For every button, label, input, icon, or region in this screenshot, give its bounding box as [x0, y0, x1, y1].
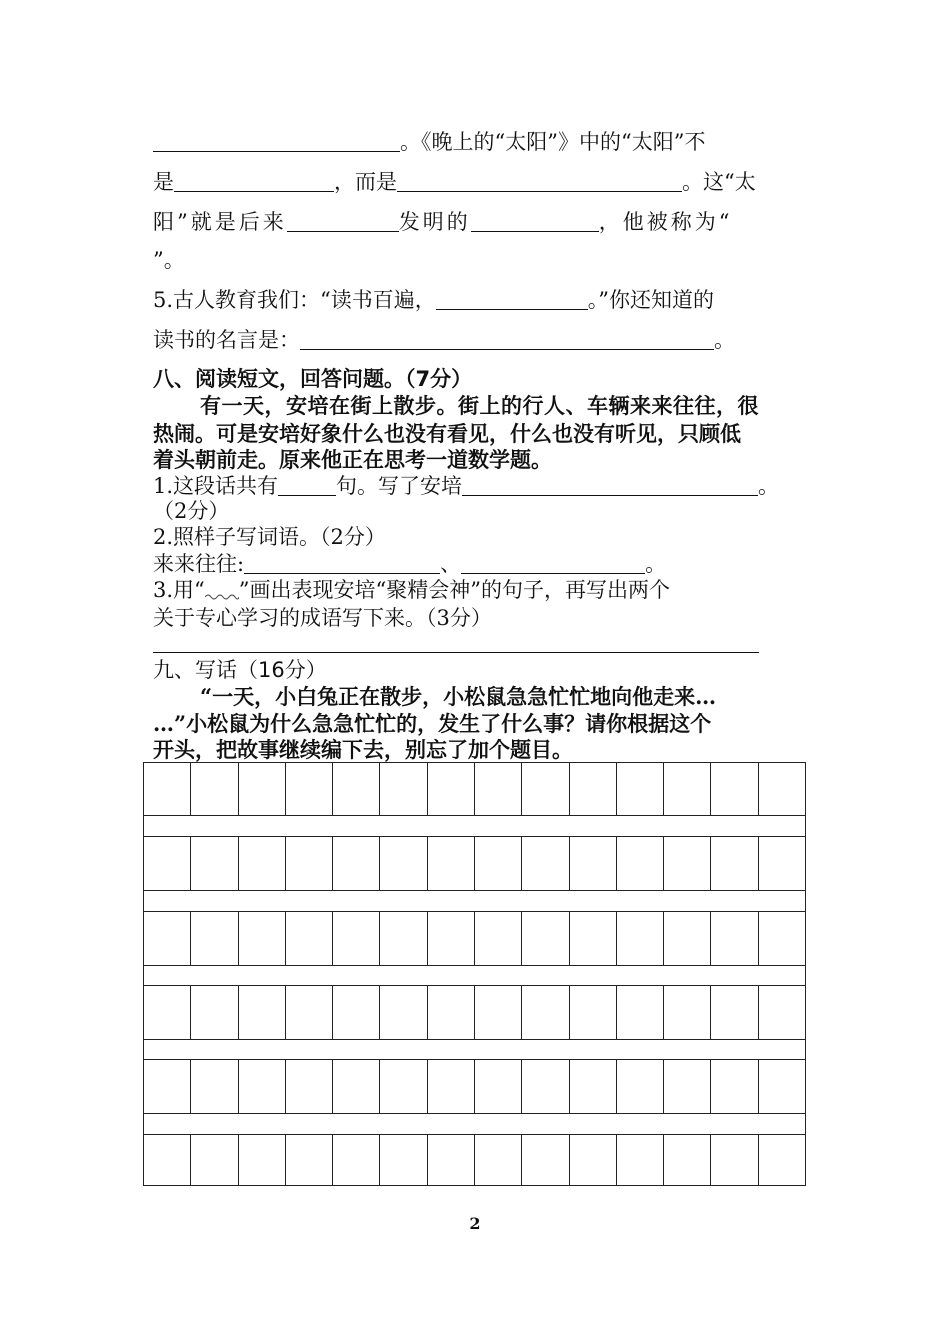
- question-8-1-score: （2分）: [153, 499, 230, 523]
- prompt-line-3: 开头，把故事继续编下去，别忘了加个题目。: [153, 737, 573, 762]
- grid-cell[interactable]: [759, 763, 805, 815]
- grid-cell[interactable]: [144, 1135, 191, 1185]
- passage-line-1: 有一天，安培在街上散步。街上的行人、车辆来来往往，很: [200, 393, 759, 418]
- grid-cell[interactable]: [711, 1135, 758, 1185]
- grid-cell[interactable]: [570, 1135, 617, 1185]
- grid-cell[interactable]: [522, 1135, 569, 1185]
- grid-cell[interactable]: [239, 912, 286, 965]
- grid-cell[interactable]: [570, 1060, 617, 1113]
- answer-blank[interactable]: [471, 211, 599, 232]
- grid-cell[interactable]: [191, 1060, 238, 1113]
- fill-line-2: 是 ，而是 。这“太: [153, 170, 756, 194]
- fill-line-1: 。《晚上的“太阳”》中的“太阳”不: [153, 128, 705, 156]
- grid-cell[interactable]: [286, 1135, 333, 1185]
- grid-cell[interactable]: [522, 986, 569, 1039]
- grid-cell[interactable]: [711, 1060, 758, 1113]
- grid-cell[interactable]: [333, 1135, 380, 1185]
- passage-line-2: 热闹。可是安培好象什么也没有看见，什么也没有听见，只顾低: [153, 421, 741, 446]
- grid-cell[interactable]: [239, 986, 286, 1039]
- grid-cell[interactable]: [664, 837, 711, 890]
- writing-grid[interactable]: [143, 762, 806, 1186]
- section-8-title: 八、阅读短文，回答问题。（7分）: [153, 367, 473, 391]
- grid-row[interactable]: [143, 911, 806, 966]
- page-number: 2: [469, 1214, 481, 1233]
- grid-cell[interactable]: [191, 986, 238, 1039]
- grid-cell[interactable]: [759, 1060, 805, 1113]
- grid-gap: [143, 816, 806, 836]
- grid-cell[interactable]: [428, 1135, 475, 1185]
- grid-cell[interactable]: [475, 912, 522, 965]
- grid-cell[interactable]: [428, 912, 475, 965]
- answer-blank[interactable]: [461, 553, 645, 574]
- grid-cell[interactable]: [428, 1060, 475, 1113]
- grid-cell[interactable]: [711, 912, 758, 965]
- answer-blank[interactable]: [287, 211, 399, 232]
- grid-cell[interactable]: [617, 1135, 664, 1185]
- answer-blank[interactable]: [300, 329, 714, 350]
- grid-cell[interactable]: [333, 837, 380, 890]
- grid-row[interactable]: [143, 985, 806, 1040]
- answer-blank[interactable]: [174, 171, 334, 192]
- grid-cell[interactable]: [239, 1135, 286, 1185]
- grid-cell[interactable]: [617, 837, 664, 890]
- grid-cell[interactable]: [664, 1135, 711, 1185]
- grid-cell[interactable]: [522, 763, 569, 815]
- grid-cell[interactable]: [144, 912, 191, 965]
- grid-cell[interactable]: [664, 912, 711, 965]
- question-8-1: 1.这段话共有 句。写了安培 。: [153, 474, 780, 498]
- grid-row[interactable]: [143, 1134, 806, 1186]
- grid-cell[interactable]: [664, 1060, 711, 1113]
- grid-cell[interactable]: [711, 986, 758, 1039]
- grid-cell[interactable]: [286, 763, 333, 815]
- grid-cell[interactable]: [759, 1135, 805, 1185]
- grid-cell[interactable]: [380, 986, 427, 1039]
- grid-cell[interactable]: [522, 1060, 569, 1113]
- grid-cell[interactable]: [570, 837, 617, 890]
- grid-cell[interactable]: [570, 763, 617, 815]
- grid-cell[interactable]: [711, 837, 758, 890]
- section-9-title: 九、写话（16分）: [153, 658, 327, 682]
- grid-row[interactable]: [143, 1059, 806, 1114]
- grid-cell[interactable]: [191, 763, 238, 815]
- grid-cell[interactable]: [286, 1060, 333, 1113]
- grid-cell[interactable]: [711, 763, 758, 815]
- answer-blank[interactable]: [153, 131, 400, 152]
- grid-cell[interactable]: [759, 986, 805, 1039]
- grid-cell[interactable]: [191, 912, 238, 965]
- grid-gap: [143, 1114, 806, 1134]
- grid-gap: [143, 891, 806, 911]
- grid-cell[interactable]: [664, 763, 711, 815]
- grid-cell[interactable]: [428, 763, 475, 815]
- grid-cell[interactable]: [617, 912, 664, 965]
- grid-cell[interactable]: [144, 986, 191, 1039]
- grid-cell[interactable]: [380, 912, 427, 965]
- grid-cell[interactable]: [522, 912, 569, 965]
- grid-cell[interactable]: [617, 763, 664, 815]
- grid-cell[interactable]: [759, 837, 805, 890]
- grid-cell[interactable]: [144, 837, 191, 890]
- question-8-2-example: 来来往往: 、 。: [153, 552, 667, 576]
- grid-row[interactable]: [143, 762, 806, 816]
- grid-cell[interactable]: [522, 837, 569, 890]
- question-8-2: 2.照样子写词语。（2分）: [153, 525, 386, 549]
- grid-cell[interactable]: [428, 837, 475, 890]
- grid-cell[interactable]: [475, 837, 522, 890]
- question-8-3-cont: 关于专心学习的成语写下来。（3分）: [153, 606, 492, 630]
- grid-cell[interactable]: [380, 1060, 427, 1113]
- grid-cell[interactable]: [428, 986, 475, 1039]
- grid-cell[interactable]: [239, 1060, 286, 1113]
- grid-cell[interactable]: [144, 1060, 191, 1113]
- grid-cell[interactable]: [380, 837, 427, 890]
- grid-cell[interactable]: [191, 1135, 238, 1185]
- grid-cell[interactable]: [286, 837, 333, 890]
- grid-cell[interactable]: [239, 837, 286, 890]
- wavy-line-icon: [205, 582, 239, 600]
- grid-gap: [143, 1040, 806, 1059]
- grid-cell[interactable]: [475, 1135, 522, 1185]
- grid-cell[interactable]: [475, 763, 522, 815]
- answer-blank[interactable]: [436, 289, 588, 310]
- grid-cell[interactable]: [144, 763, 191, 815]
- grid-cell[interactable]: [191, 837, 238, 890]
- grid-row[interactable]: [143, 836, 806, 891]
- answer-blank[interactable]: [397, 171, 682, 192]
- grid-cell[interactable]: [333, 912, 380, 965]
- prompt-line-1: “一天，小白兔正在散步，小松鼠急急忙忙地向他走来…: [200, 684, 717, 709]
- question-5: 5.古人教育我们：“读书百遍， 。”你还知道的: [153, 288, 715, 312]
- grid-cell[interactable]: [333, 1060, 380, 1113]
- grid-cell[interactable]: [380, 763, 427, 815]
- grid-cell[interactable]: [664, 986, 711, 1039]
- question-8-3: 3.用“ ”画出表现安培“聚精会神”的句子，再写出两个: [153, 578, 670, 602]
- grid-cell[interactable]: [570, 986, 617, 1039]
- grid-cell[interactable]: [617, 1060, 664, 1113]
- grid-cell[interactable]: [570, 912, 617, 965]
- grid-cell[interactable]: [333, 986, 380, 1039]
- question-5-quote: 读书的名言是： 。: [153, 328, 735, 352]
- answer-line[interactable]: [153, 652, 759, 653]
- answer-blank[interactable]: [462, 475, 758, 496]
- grid-cell[interactable]: [617, 986, 664, 1039]
- answer-blank[interactable]: [244, 553, 440, 574]
- grid-cell[interactable]: [286, 912, 333, 965]
- fill-line-4: ”。: [153, 248, 185, 272]
- grid-cell[interactable]: [239, 763, 286, 815]
- grid-cell[interactable]: [759, 912, 805, 965]
- answer-blank[interactable]: [278, 475, 336, 496]
- fill-line-3: 阳”就是后来 发明的 ，他被称为“: [153, 210, 733, 234]
- passage-line-3: 着头朝前走。原来他正在思考一道数学题。: [153, 447, 552, 472]
- grid-cell[interactable]: [475, 1060, 522, 1113]
- prompt-line-2: …”小松鼠为什么急急忙忙的，发生了什么事？请你根据这个: [153, 711, 712, 736]
- grid-cell[interactable]: [475, 986, 522, 1039]
- grid-cell[interactable]: [286, 986, 333, 1039]
- grid-cell[interactable]: [380, 1135, 427, 1185]
- grid-cell[interactable]: [333, 763, 380, 815]
- grid-gap: [143, 966, 806, 985]
